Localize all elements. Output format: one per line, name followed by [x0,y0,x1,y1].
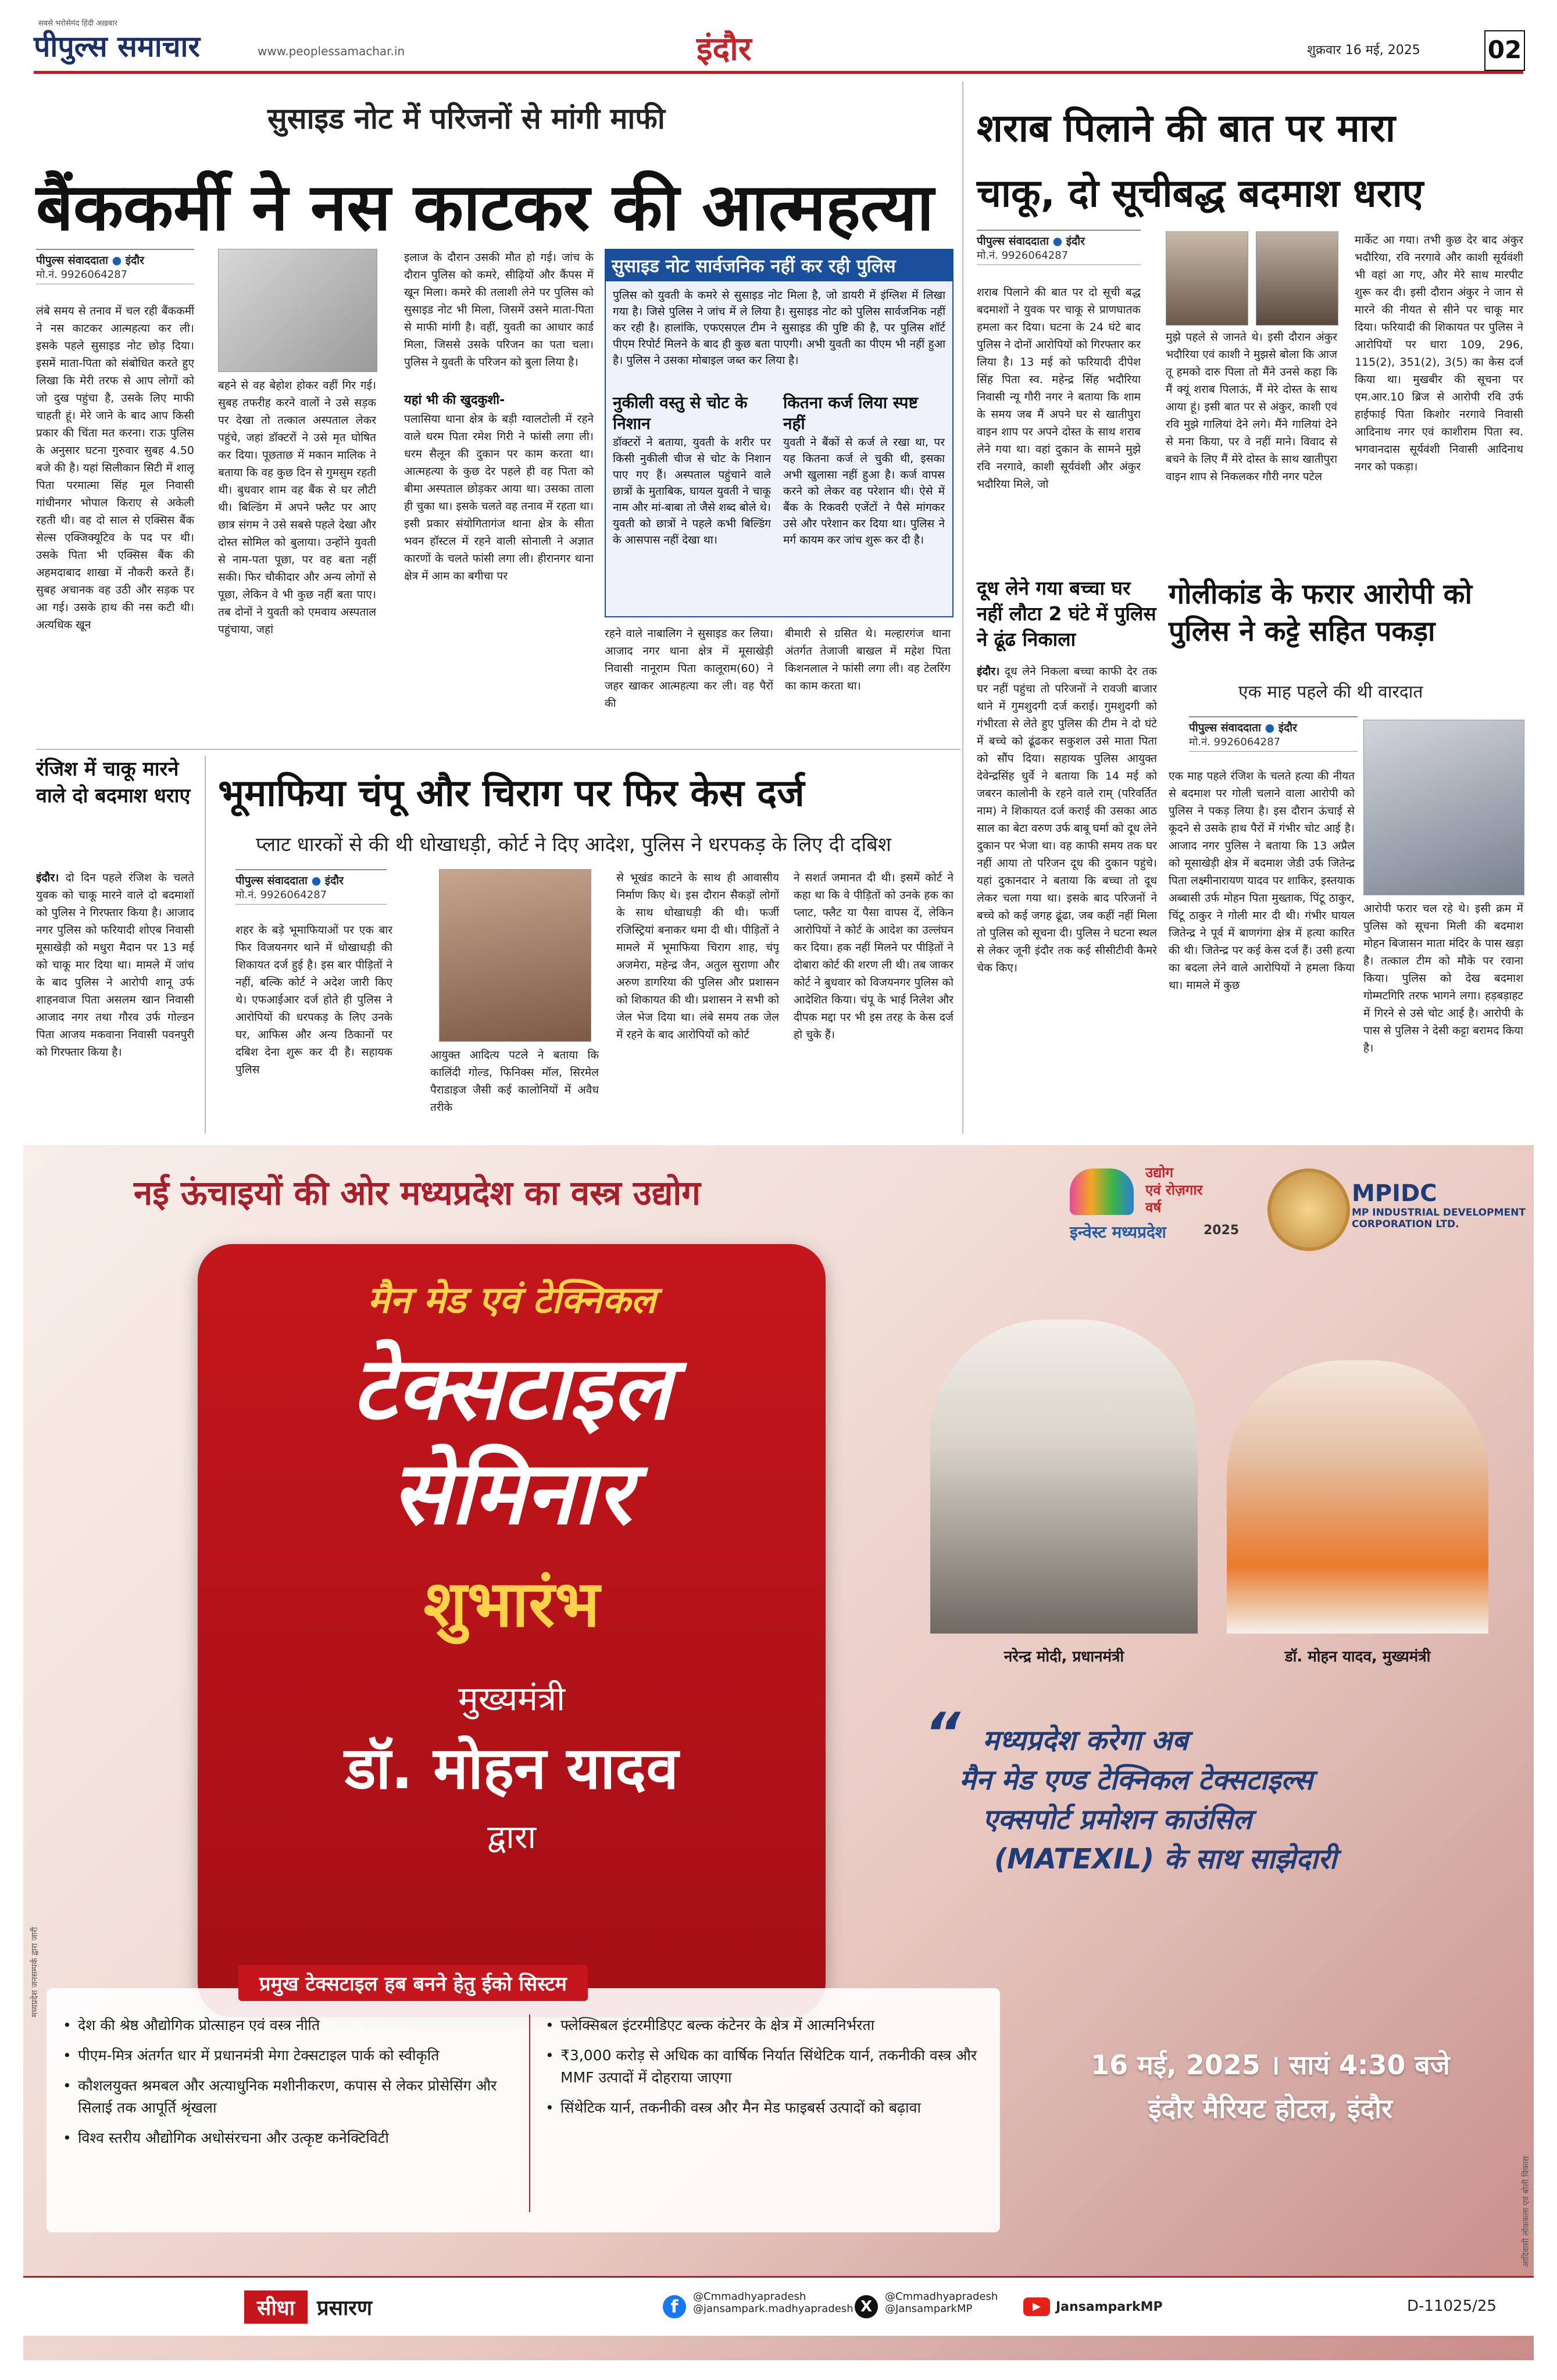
story2-headline-line2: चाकू, दो सूचीबद्ध बदमाश धराए [977,171,1424,216]
eco-left-item: • पीएम-मित्र अंतर्गत धार में प्रधानमंत्री मेगा टेक्सटाइल पार्क को स्वीकृति [58,2045,517,2067]
byline-place: इंदौर [125,254,144,267]
sidebar-left-text: डॉक्टरों ने बताया, युवती के शरीर पर किसी नुकीली चीज से चोट के निशान पाए गए हैं। अस्पताल पहुंचाने वाले छात्रों के मुताबिक, घायल युवती ने चाकू नाम और मां-बाबा तो जैसे शब्द बोले थे। युवती को छात्रों ने पहले कभी बिल्डिंग के आसपास नहीं देखा था। [613,436,771,546]
story6-headline: भूमाफिया चंपू और चिराग पर फिर केस दर्ज [218,772,805,815]
masthead-date: शुक्रवार 16 मई, 2025 [1307,43,1420,58]
eco-right-item: • फ्लेक्सिबल इंटरमीडिएट बल्क कंटेनर के क्षेत्र में आत्मनिर्भरता [541,2014,988,2036]
story5-text [36,869,194,1134]
story6-col2: आयुक्त आदित्य पटले ने बताया कि कालिंदी गोल्ड, फिनिक्स मॉल, सिरमेल पैराडाइज जैसी कई कालोनियों में अवैध तरीके [430,1049,599,1114]
ad-top-line: नई ऊंचाइयों की ओर मध्यप्रदेश का वस्त्र उद्योग [134,1173,701,1213]
quote-line-4: (MATEXIL) के साथ साझेदारी [994,1843,1337,1875]
story6-col4: ने सशर्त जमानत दी थी। इसमें कोर्ट ने कहा था कि वे पीड़ितों को उनके हक का प्लाट, फ्लैट या पैसा वापस दें, लेकिन आरोपियों ने कोर्ट के आदेश का उल्लंघन कर दिया। हक नहीं मिलने पर पीड़ितों ने दोबारा कोर्ट की शरण ली थी। तब जाकर कोर्ट ने बुधवार को विजयनगर पुलिस को आदेशित किया। चंपू के भाई निलेश और दीपक मद्दा पर भी इस तरह के केस दर्ज हो चुके हैं। [794,871,954,1041]
eco-left-item: • विश्व स्तरीय औद्योगिक अधोसंरचना और उत्कृष्ट कनेक्टिविटी [58,2127,517,2149]
story2-col1: शराब पिलाने की बात पर दो सूची बद्ध बदमाशों ने युवक पर चाकू से प्राणघातक हमला कर दिया। घटना के 24 घंटे बाद पुलिस ने दोनों आरोपियों को गिरफ्तार कर लिया है। 13 मई को फरियादी दीपेश सिंह पिता स्व. महेन्द्र सिंह भदौरिया निवासी न्यू गौरी नगर ने बताया कि शाम के समय जब मैं अपने घर से खातीपुरा वाइन शाप पर अपने दोस्त के साथ शराब लेने गया था। वहां दुकान के सामने मुझे रवि नरगावे, काशी सूर्यवंशी और अंकुर भदौरिया मिले, जो [977,286,1141,491]
story4-col1: एक माह पहले रंजिश के चलते हत्या की नीयत से बदमाश पर गोली चलाने वाला आरोपी को पुलिस ने पकड़ लिया है। इस दौरान ऊंचाई से कूदने से उसके हाथ पैरों में गंभीर चोट आई है। आजाद नगर पुलिस ने बताया कि 13 अप्रैल को मूसाखेड़ी क्षेत्र में बदमाश जेडी उर्फ जितेन्द्र पिता लक्ष्मीनारायण यादव पर शाकिर, इस्तयाक अब्बासी उर्फ मोहन पिता मुख्ताक, पिंटू ठाकुर, चिंटू ठाकुर ने गोली मार दी थी। गंभीर घायल जितेन्द्र ने पूर्व में बाणगंगा क्षेत्र में हत्या कारित की थी। जितेन्द्र पर कई केस दर्ज हैं। उसी हत्या का बदला लेने वाले आरोपियों ने हमला किया था। मामले में कुछ [1169,770,1355,992]
ad-red-panel [198,1244,826,2017]
masthead-url[interactable]: www.peoplessamachar.in [258,44,405,58]
yt-handle: JansamparkMP [1056,2299,1163,2314]
story3-dateline: इंदौर। [977,665,1000,678]
mpidc-full-1: MP INDUSTRIAL DEVELOPMENT [1352,1207,1526,1218]
logo-year-3: वर्ष [1145,1199,1162,1216]
vertical-right-text: आदिवासी लोककला एवं बोली विकास [1522,2156,1531,2267]
story2-col3: मार्केट आ गया। तभी कुछ देर बाद अंकुर भदौरिया, रवि नरगावे और काशी सूर्यवंशी भी वहां आ गए, और मेरे साथ मारपीट शुरू कर दी। इसी दौरान अंकुर ने जान से मारने की नीयत से सीने पर चाकू मार दिया। फरियादी की शिकायत पर पुलिस ने आरोपियों पर धारा 109, 296, 115(2), 351(2), 3(5) का केस दर्ज किया था। मुखबीर की सूचना पर एम.आर.10 ब्रिज से आरोपी रवि उर्फ हाईफाई पिता किशोर नरगावे निवासी आदिनाथ नगर एवं काशीराम पिता स्व. भगवानदास सूर्यवंशी निवासी आदिनाथ नगर को पकड़ा। [1355,234,1523,473]
panel-cm-name: डॉ. मोहन यादव [345,1734,678,1802]
story6-byline: पीपुल्स संवाददाता ● इंदौर मो.नं. 9926064287 [235,869,387,909]
sidebar-right-head: कितना कर्ज लिया स्पष्ट नहीं [783,393,918,433]
injured-accused-photo [1363,720,1524,895]
story1-col2: बहने से वह बेहोश होकर वहीं गिर गई। सुबह तफरीह करने वालों ने उसे सड़क पर देखा तो तत्काल अस्पताल लेकर पहुंचे, जहां डॉक्टरों ने उसे मृत घोषित कर दिया। पूछताछ में मकान मालिक ने बताया कि वह कुछ दिन से गुमसुम रहती थी। बुधवार शाम वह बैंक से घर लौटी थी। बिल्डिंग में अपने फ्लैट पर आए छात्र संगम ने उसे सबसे पहले देखा और दोस्त सोमिल को बुलाया। उन्होंने युवती से नाम-पता पूछा, पर वह बता नहीं सकी। फिर चौकीदार और अन्य लोगों से पूछा, लेकिन वे भी कुछ नहीं बता पाए। तब दोनों ने युवती को एमवाय अस्पताल पहुंचाया, जहां [218,379,376,636]
story1-col3 [404,249,594,741]
story6-col1: शहर के बड़े भूमाफियाओं पर एक बार फिर विजयनगर थाने में धोखाधड़ी की शिकायत दर्ज हुई है। इस बार पीड़ितों ने नहीं, बल्कि कोर्ट ने अदेश जारी किए थे। एफआईआर दर्ज होते ही पुलिस ने आरोपियों की धरपकड़ के लिए उनके घर, आफिस और अन्य ठिकानों पर दबिश देना शुरू कर दी है। सहायक पुलिस [235,924,392,1076]
sidebar-right-text: युवती ने बैंकों से कर्ज ले रखा था, पर यह कितना कर्ज ले चुकी थी, इसका अभी खुलासा नहीं हुआ है। कर्ज वापस करने को लेकर वह परेशान थी। ऐसे में बैंक के रिकवरी एजेंटों ने पैसे मांगकर उसे और परेशान कर दिया था। पुलिस ने मर्ग कायम कर जांच शुरू कर दी है। [783,436,945,546]
live-2: प्रसारण [317,2296,373,2320]
story6-sub: प्लाट धारकों से की थी धोखाधड़ी, कोर्ट ने दिए आदेश, पुलिस ने धरपकड़ के लिए दी दबिश [256,833,891,856]
facebook-handles[interactable] [663,2290,854,2315]
panel-shubharambh: शुभारंभ [423,1567,600,1641]
story5-dateline: इंदौर। [36,871,59,884]
story2-col2: मुझे पहले से जानते थे। इसी दौरान अंकुर भदौरिया एवं काशी ने मुझसे बोला कि आज तू हमको दारु पिला तो मैंने उनसे कहा कि मैं क्यूं शराब पिलाऊं, मैं मेरे दोस्त के साथ आया हूं। इसी बात पर से अंकुर, काशी एवं रवि मुझे गालियां देने लगे। मैंने गालियां देने से मना किया, पर वे नहीं माने। विवाद से बचने के लिए मैं मेरे दोस्त के साथ खातीपुरा वाइन शाप से निकलकर गौरी नगर पटेल [1166,331,1337,483]
logo-invest: इन्वेस्ट मध्यप्रदेश [1070,1223,1166,1242]
byline-name: पीपुल्स संवाददाता [36,254,108,267]
story4-sub: एक माह पहले की थी वारदात [1238,682,1423,702]
column-rule [962,81,963,1134]
x-handle-1: @Cmmadhyapradesh [885,2290,998,2303]
sidebar-left-head: नुकीली वस्तु से चोट के निशान [613,393,748,433]
ad-mpidc-logo [1352,1180,1526,1230]
story4-headline: गोलीकांड के फरार आरोपी को पुलिस ने कट्टे सहित पकड़ा [1169,578,1472,648]
eco-left-list [58,2014,517,2157]
x-handle-2: @JansamparkMP [885,2303,973,2315]
story1-col3-a: इलाज के दौरान उसकी मौत हो गई। जांच के दौरान पुलिस को कमरे, सीढ़ियों और कैंपस में खून मिला। कमरे की तलाशी लेने पर पुलिस को सुसाइड नोट भी मिला, जिसमें उसने माता-पिता से माफी मांगी है। वहीं, युवती का आधार कार्ड मिला, जिससे उसके परिजन का पता चला। पुलिस ने युवती के परिजन को बुला लिया है। [404,251,594,369]
story2-byline: पीपुल्स संवाददाता ● इंदौर मो.नं. 9926064287 [977,230,1141,270]
story3-text [977,663,1157,1134]
story3-headline: दूध लेने गया बच्चा घर नहीं लौटा 2 घंटे में पुलिस ने ढूंढ निकाला [977,577,1156,651]
event-venue: इंदौर मैरियट होटल, इंदौर [1148,2093,1392,2124]
masthead-city: इंदौर [697,30,752,68]
story5-headline: रंजिश में चाकू मारने वाले दो बदमाश धराए [36,757,191,807]
byline-name: पीपुल्स संवाददाता [1189,721,1261,734]
logo-invest-year: 2025 [1204,1223,1240,1238]
live-1: सीधा [244,2290,308,2324]
page-number: 02 [1484,30,1525,71]
story3-body: दूध लेने निकला बच्चा काफी देर तक घर नहीं पहुंचा तो परिजनों ने रावजी बाजार थाने में गुमशुदगी दर्ज कराई। गुमशुदगी को गंभीरता से लेते हुए पुलिस की टीम ने दो घंटे में बच्चे को ढूंढकर सकुशल उसे माता पिता को सौंप दिया। सहायक पुलिस आयुक्त देवेन्द्रसिंह धुर्वे ने बताया कि 14 मई को जबरन कालोनी के रहने वाले राम् (परिवर्तित नाम) ने शिकायत दर्ज कराई की उसका आठ साल का बेटा वरुण उर्फ बाबू घर्मा को दूध लेने दुकान पर भेजा था। वह काफी समय तक घर नहीं आया तो परिजन दूध की दुकान पहुंचे। यहां दुकानदार ने बताया कि बच्चा तो दूध लेकर चला गया था। इसके बाद परिजनों ने बच्चे को कई जगह ढूंढा, जब कहीं नहीं मिला तो पुलिस को सूचना दी। पुलिस ने घटना स्थल से लेकर जूनी इंदौर तक कई सीसीटीवी कैमरे चेक किए। [977,665,1157,974]
eco-divider [529,2014,530,2212]
story5-body: दो दिन पहले रंजिश के चलते युवक को चाकू मारने वाले दो बदमाशों को पुलिस ने गिरफ्तार किया है। आजाद नगर पुलिस को फरियादी शोएब निवासी मूसाखेड़ी को मधुरा मैदान पर 13 मई को चाकू मार दिया था। मामले में जांच के बाद पुलिस ने आरोपी शानू उर्फ शाहनवाज पिता असलम खान निवासी आजाद नगर तथा गौरव उर्फ गोल्डन पिता आजय मकवाना निवासी पवनपुरी को गिरफ्तार किया है। [36,871,194,1059]
pm-photo [930,1320,1198,1634]
ad-code: D-11025/25 [1407,2297,1497,2315]
story1-col3-c: रहने वाले नाबालिग ने सुसाइड कर लिया। आजाद नगर थाना क्षेत्र में मूसाखेड़ी निवासी नानूराम पिता कालूराम(60) ने जहर खाकर आत्महत्या कर ली। वह पैरों की [605,627,773,710]
youtube-icon: ▶ [1023,2297,1050,2316]
byline-name: पीपुल्स संवाददाता [977,235,1049,248]
eco-right-item: • ₹3,000 करोड़ से अधिक का वार्षिक निर्यात सिंथेटिक यार्न, तकनीकी वस्त्र और MMF उत्पादों में दोहराया जाएगा [541,2045,988,2089]
row-rule [36,749,960,750]
story1-col1: लंबे समय से तनाव में चल रही बैंककर्मी ने नस काटकर आत्महत्या कर ली। इसके पहले सुसाइड नोट छोड़ दिया। इसमें माता-पिता को संबोधित करते हुए लिखा कि मेरी तरफ से आप लोगों को जो दुख पहुंचा है, उसके लिए माफी चाहती हूं। मेरे जाने के बाद आप किसी प्रकार की चिंता मत करना। राऊ पुलिस के अनुसार घटना गुरुवार सुबह 4.50 बजे की है। यहां सिलीकान सिटी में शालू पिता परमात्मा सिंह मूल निवासी गांधीनगर भोपाल किराए से अकेली रहती थी। वह दो साल से एक्सिस बैंक सेल्स एक्जिक्यूटिव के पद पर थी। उसके पिता भी एक्सिस बैंक की अहमदाबाद शाखा में नौकरी करते हैं। सुबह अचानक वह उठी और सड़क पर आ गई। उसके हाथ की नस कटी थी। अत्यधिक खून [36,305,194,631]
landmafia-photo [439,869,591,1042]
byline-mobile: मो.नं. 9926064287 [36,267,194,284]
panel-dwara: द्वारा [487,1818,537,1856]
byline-name: पीपुल्स संवाददाता [235,874,308,887]
masthead [34,17,1523,74]
hand-photo [218,249,377,372]
quote-line-2: मैन मेड एण्ड टेक्निकल टेक्सटाइल्स [959,1764,1313,1796]
mp-emblem [1267,1168,1350,1251]
story6-col3: से भूखंड काटने के साथ ही आवासीय निर्माण किए थे। इस दौरान सैकड़ों लोगों के साथ धोखाधड़ी की थी। फर्जी रजिस्ट्रियां बनाकर थमा दी थी। पीड़ितों ने मामले में भूमाफिया चिराग शाह, चंपू अजमेरा, महेन्द्र जैन, अतुल सुराणा और अरुण डागरिया की पुलिस और प्रशासन को शिकायत की थी। प्रशासन ने सभी को जेल भेज दिया था। लंबे समय तक जेल में रहने के बाद आरोपियों को कोर्ट [616,871,779,1041]
quote-line-1: मध्यप्रदेश करेगा अब [983,1724,1188,1757]
live-label [244,2290,372,2323]
panel-kicker: मैन मेड एवं टेक्निकल [367,1279,656,1322]
event-date: 16 मई, 2025 । सायं 4:30 बजे [1091,2049,1450,2081]
sidebar-box [605,249,954,617]
cm-caption: डॉ. मोहन यादव, मुख्यमंत्री [1284,1648,1431,1666]
ad-logo-invest [1070,1163,1256,1262]
accused-photo-1 [1166,231,1248,326]
story1-subhead: यहां भी की खुदकुशी- [404,393,505,408]
quote-line-3: एक्सपोर्ट प्रमोशन काउंसिल [983,1803,1252,1836]
byline-mobile: मो.नं. 9926064287 [1189,735,1358,752]
story2-headline [977,96,1523,226]
byline-mobile: मो.नं. 9926064287 [235,888,387,905]
ad-quote [924,1701,1500,1879]
byline-place: इंदौर [1066,235,1085,248]
sidebar-intro: पुलिस को युवती के कमरे से सुसाइड नोट मिला है, जो डायरी में इंग्लिश में लिखा गया है। जिसे पुलिस ने जांच में ले लिया है। सुसाइड नोट को पुलिस सार्वजनिक नहीं कर रही है। हालांकि, एफएसएल टीम ने सुसाइड की पुष्टि की है, पर पुलिस शॉर्ट पीएम रिपोर्ट मिलने के बाद ही कुछ बता पाएगी। अभी युवती का पीएम भी नहीं हुआ है। पुलिस ने उसका मोबाइल जब्त कर लिया है। [613,289,945,367]
byline-place: इंदौर [324,874,344,887]
sidebar-title: सुसाइड नोट सार्वजनिक नहीं कर रही पुलिस [606,250,952,281]
vertical-left-text: मध्यप्रदेश जनसम्पर्क द्वारा जारी [30,1927,40,2017]
textile-seminar-ad [23,1145,1534,2360]
logo-year-2: एवं रोज़गार [1145,1182,1203,1198]
fb-handle-2: @jansampark.madhyapradesh [693,2303,854,2315]
masthead-tagline: सबसे भरोसेमंद हिंदी अख़बार [38,19,117,28]
column-rule [205,756,206,1134]
logo-year-1: उद्योग [1145,1164,1173,1181]
masthead-logo: पीपुल्स समाचार [34,30,200,63]
panel-title-2: सेमिनार [391,1443,632,1544]
sidebar-right [783,392,945,603]
ad-footer [23,2276,1534,2336]
fb-handle-1: @Cmmadhyapradesh [693,2290,806,2303]
mpidc-name: MPIDC [1352,1180,1437,1207]
story2-headline-line1: शराब पिलाने की बात पर मारा [977,106,1395,151]
byline-mobile: मो.नं. 9926064287 [977,248,1141,265]
youtube-handle[interactable] [1023,2297,1163,2316]
facebook-icon: f [663,2295,686,2318]
x-icon: X [855,2295,878,2318]
eco-title: प्रमुख टेक्सटाइल हब बनने हेतु ईको सिस्टम [238,1965,588,2001]
sidebar-left [613,392,771,603]
mpidc-full-2: CORPORATION LTD. [1352,1218,1459,1230]
panel-cm-label: मुख्यमंत्री [458,1679,565,1718]
eco-left-item: • कौशलयुक्त श्रमबल और अत्याधुनिक मशीनीकरण, कपास से लेकर प्रोसेसिंग और सिलाई तक आपूर्ति श्रृंखला [58,2075,517,2119]
story1-kicker: सुसाइड नोट में परिजनों से मांगी माफी [267,102,665,135]
byline-place: इंदौर [1278,721,1297,734]
story4-byline: पीपुल्स संवाददाता ● इंदौर मो.नं. 9926064287 [1189,716,1358,756]
panel-title-1: टेक्सटाइल [352,1338,671,1439]
story1-col4-c: बीमारी से ग्रसित थे। मल्हारगंज थाना अंतर्गत तेजाजी बाखल में महेश पिता किशनलाल ने फांसी लगा ली। वह टेलरिंग का काम करता था। [785,627,951,692]
story4-col2: आरोपी फरार चल रहे थे। इसी क्रम में पुलिस को सूचना मिली की बदमाश मोहन बिजासन माता मंदिर के पास खड़ा है। तत्काल टीम को मौके पर रवाना किया। पुलिस को देख बदमाश गोम्मटगिरि तरफ भागने लगा। हड़बड़ाहट में गिरने से उसे चोट आई है। आरोपी के पास से पुलिस ने देसी कट्टा बरामद किया है। [1363,902,1523,1055]
x-handles[interactable] [855,2290,998,2315]
eco-right-list [541,2014,988,2127]
quote-open-icon: “ [924,1701,960,1766]
story1-byline: पीपुल्स संवाददाता ● इंदौर मो.नं. 9926064287 [36,249,194,289]
eco-right-item: • सिंथेटिक यार्न, तकनीकी वस्त्र और मैन मेड फाइबर्स उत्पादों को बढ़ावा [541,2097,988,2119]
story1-col3-b: पलासिया थाना क्षेत्र के बड़ी ग्वालटोली में रहने वाले धरम पिता रमेश गिरी ने फांसी लगा ली। धरम सैलून की दुकान पर काम करता था। आत्महत्या के कुछ देर पहले ही वह पिता को बीमा अस्पताल छोड़कर आया था। उसका ताला ही चुका था। इसके चलते वह तनाव में रहता था। इसी प्रकार संयोगितागंज थाना क्षेत्र के सीता भवन हॉस्टल में रहने वाली सोनाली ने अज्ञात कारणों के चलते फांसी लगा ली। हीरानगर थाना क्षेत्र में आम का बगीचा पर [404,413,594,583]
eco-left-item: • देश की श्रेष्ठ औद्योगिक प्रोत्साहन एवं वस्त्र नीति [58,2014,517,2036]
pm-caption: नरेन्द्र मोदी, प्रधानमंत्री [1004,1648,1124,1666]
invest-logo-icon [1070,1168,1134,1215]
eco-box [47,1972,1000,2232]
accused-photo-2 [1256,231,1338,326]
cm-photo [1227,1360,1488,1634]
story1-headline: बैंककर्मी ने नस काटकर की आत्महत्या [36,170,934,245]
